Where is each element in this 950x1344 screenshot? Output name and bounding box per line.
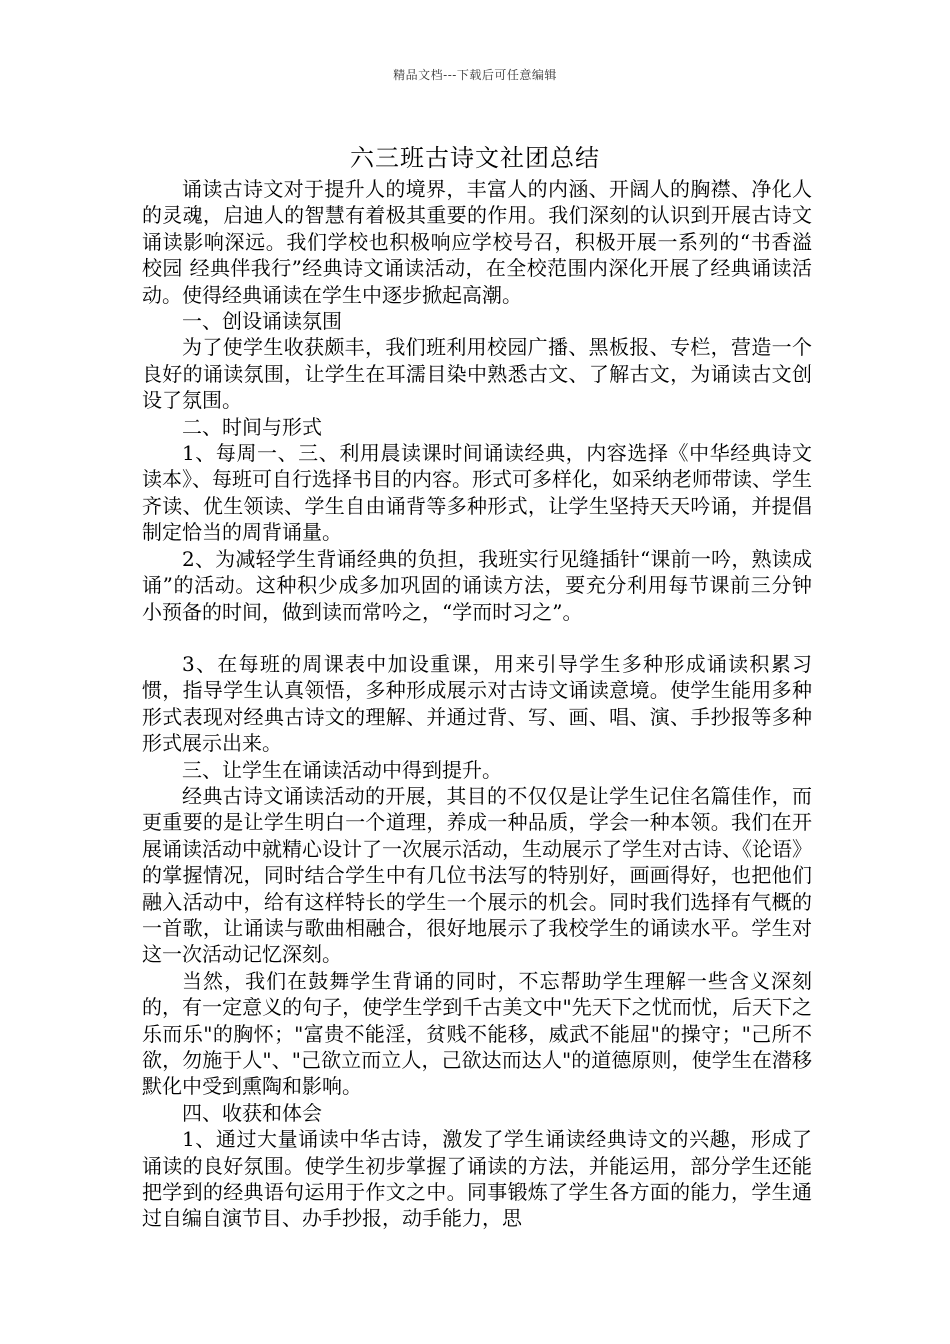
section-heading-1: 一、创设诵读氛围 — [182, 309, 342, 334]
paragraph-time-2: 2、为减轻学生背诵经典的负担，我班实行见缝插针“课前一吟，熟读成诵”的活动。这种积少成多加巩固的诵读方法，要充分利用每节课前三分钟小预备的时间，做到读而常吟之，“学而时习之”。 — [142, 546, 812, 624]
paragraph-intro: 诵读古诗文对于提升人的境界，丰富人的内涵、开阔人的胸襟、净化人的灵魂，启迪人的智慧有着极其重要的作用。我们深刻的认识到开展古诗文诵读影响深远。我们学校也积极响应学校号召，积极开展一系列的“书香溢校园 经典伴我行”经典诗文诵读活动，在全校范围内深化开展了经典诵读活动。使得经典诵读在学生中逐步掀起高潮。 — [142, 177, 812, 307]
section-heading-2: 二、时间与形式 — [182, 414, 322, 439]
paragraph-time-1: 1、每周一、三、利用晨读课时间诵读经典，内容选择《中华经典诗文读本》、每班可自行选择书目的内容。形式可多样化，如采纳老师带读、学生齐读、优生领读、学生自由诵背等多种形式，让学生坚持天天吟诵，并提倡制定恰当的周背诵量。 — [142, 441, 812, 545]
document-title: 六三班古诗文社团总结 — [350, 144, 600, 172]
section-heading-4: 四、收获和体会 — [182, 1100, 322, 1125]
paragraph-understanding: 当然，我们在鼓舞学生背诵的同时，不忘帮助学生理解一些含义深刻的，有一定意义的句子，使学生学到千古美文中"先天下之忧而忧，后天下之乐而乐"的胸怀；"富贵不能淫，贫贱不能移，威武不能屈"的操守；"己所不欲，勿施于人"、"己欲立而立人，己欲达而达人"的道德原则，使学生在潜移默化中受到熏陶和影响。 — [142, 968, 812, 1099]
section-heading-3: 三、让学生在诵读活动中得到提升。 — [182, 757, 502, 782]
paragraph-time-3: 3、在每班的周课表中加设重课，用来引导学生多种形成诵读积累习惯，指导学生认真领悟，多种形成展示对古诗文诵读意境。使学生能用多种形式表现对经典古诗文的理解、并通过背、写、画、唱、演、手抄报等多种形式展示出来。 — [142, 651, 812, 756]
paragraph-improvement: 经典古诗文诵读活动的开展，其目的不仅仅是让学生记住名篇佳作，而更重要的是让学生明白一个道理，养成一种品质，学会一种本领。我们在开展诵读活动中就精心设计了一次展示活动，生动展示了学生对古诗、《论语》的掌握情况，同时结合学生中有几位书法写的特别好，画画得好，也把他们融入活动中，给有这样特长的学生一个展示的机会。同时我们选择有气概的一首歌，让诵读与歌曲相融合，很好地展示了我校学生的诵读水平。学生对这一次活动记忆深刻。 — [142, 783, 812, 967]
document-body — [142, 176, 812, 1232]
paragraph-atmosphere: 为了使学生收获颇丰，我们班利用校园广播、黑板报、专栏，营造一个良好的诵读氛围，让学生在耳濡目染中熟悉古文、了解古文，为诵读古文创设了氛围。 — [142, 335, 812, 413]
paragraph-gains-1: 1、通过大量诵读中华古诗，激发了学生诵读经典诗文的兴趣，形成了诵读的良好氛围。使学生初步掌握了诵读的方法，并能运用，部分学生还能把学到的经典语句运用于作文之中。同事锻炼了学生各方面的能力，学生通过自编自演节目、办手抄报，动手能力，思 — [142, 1127, 812, 1231]
header-note: 精品文档---下载后可任意编辑 — [393, 68, 557, 82]
